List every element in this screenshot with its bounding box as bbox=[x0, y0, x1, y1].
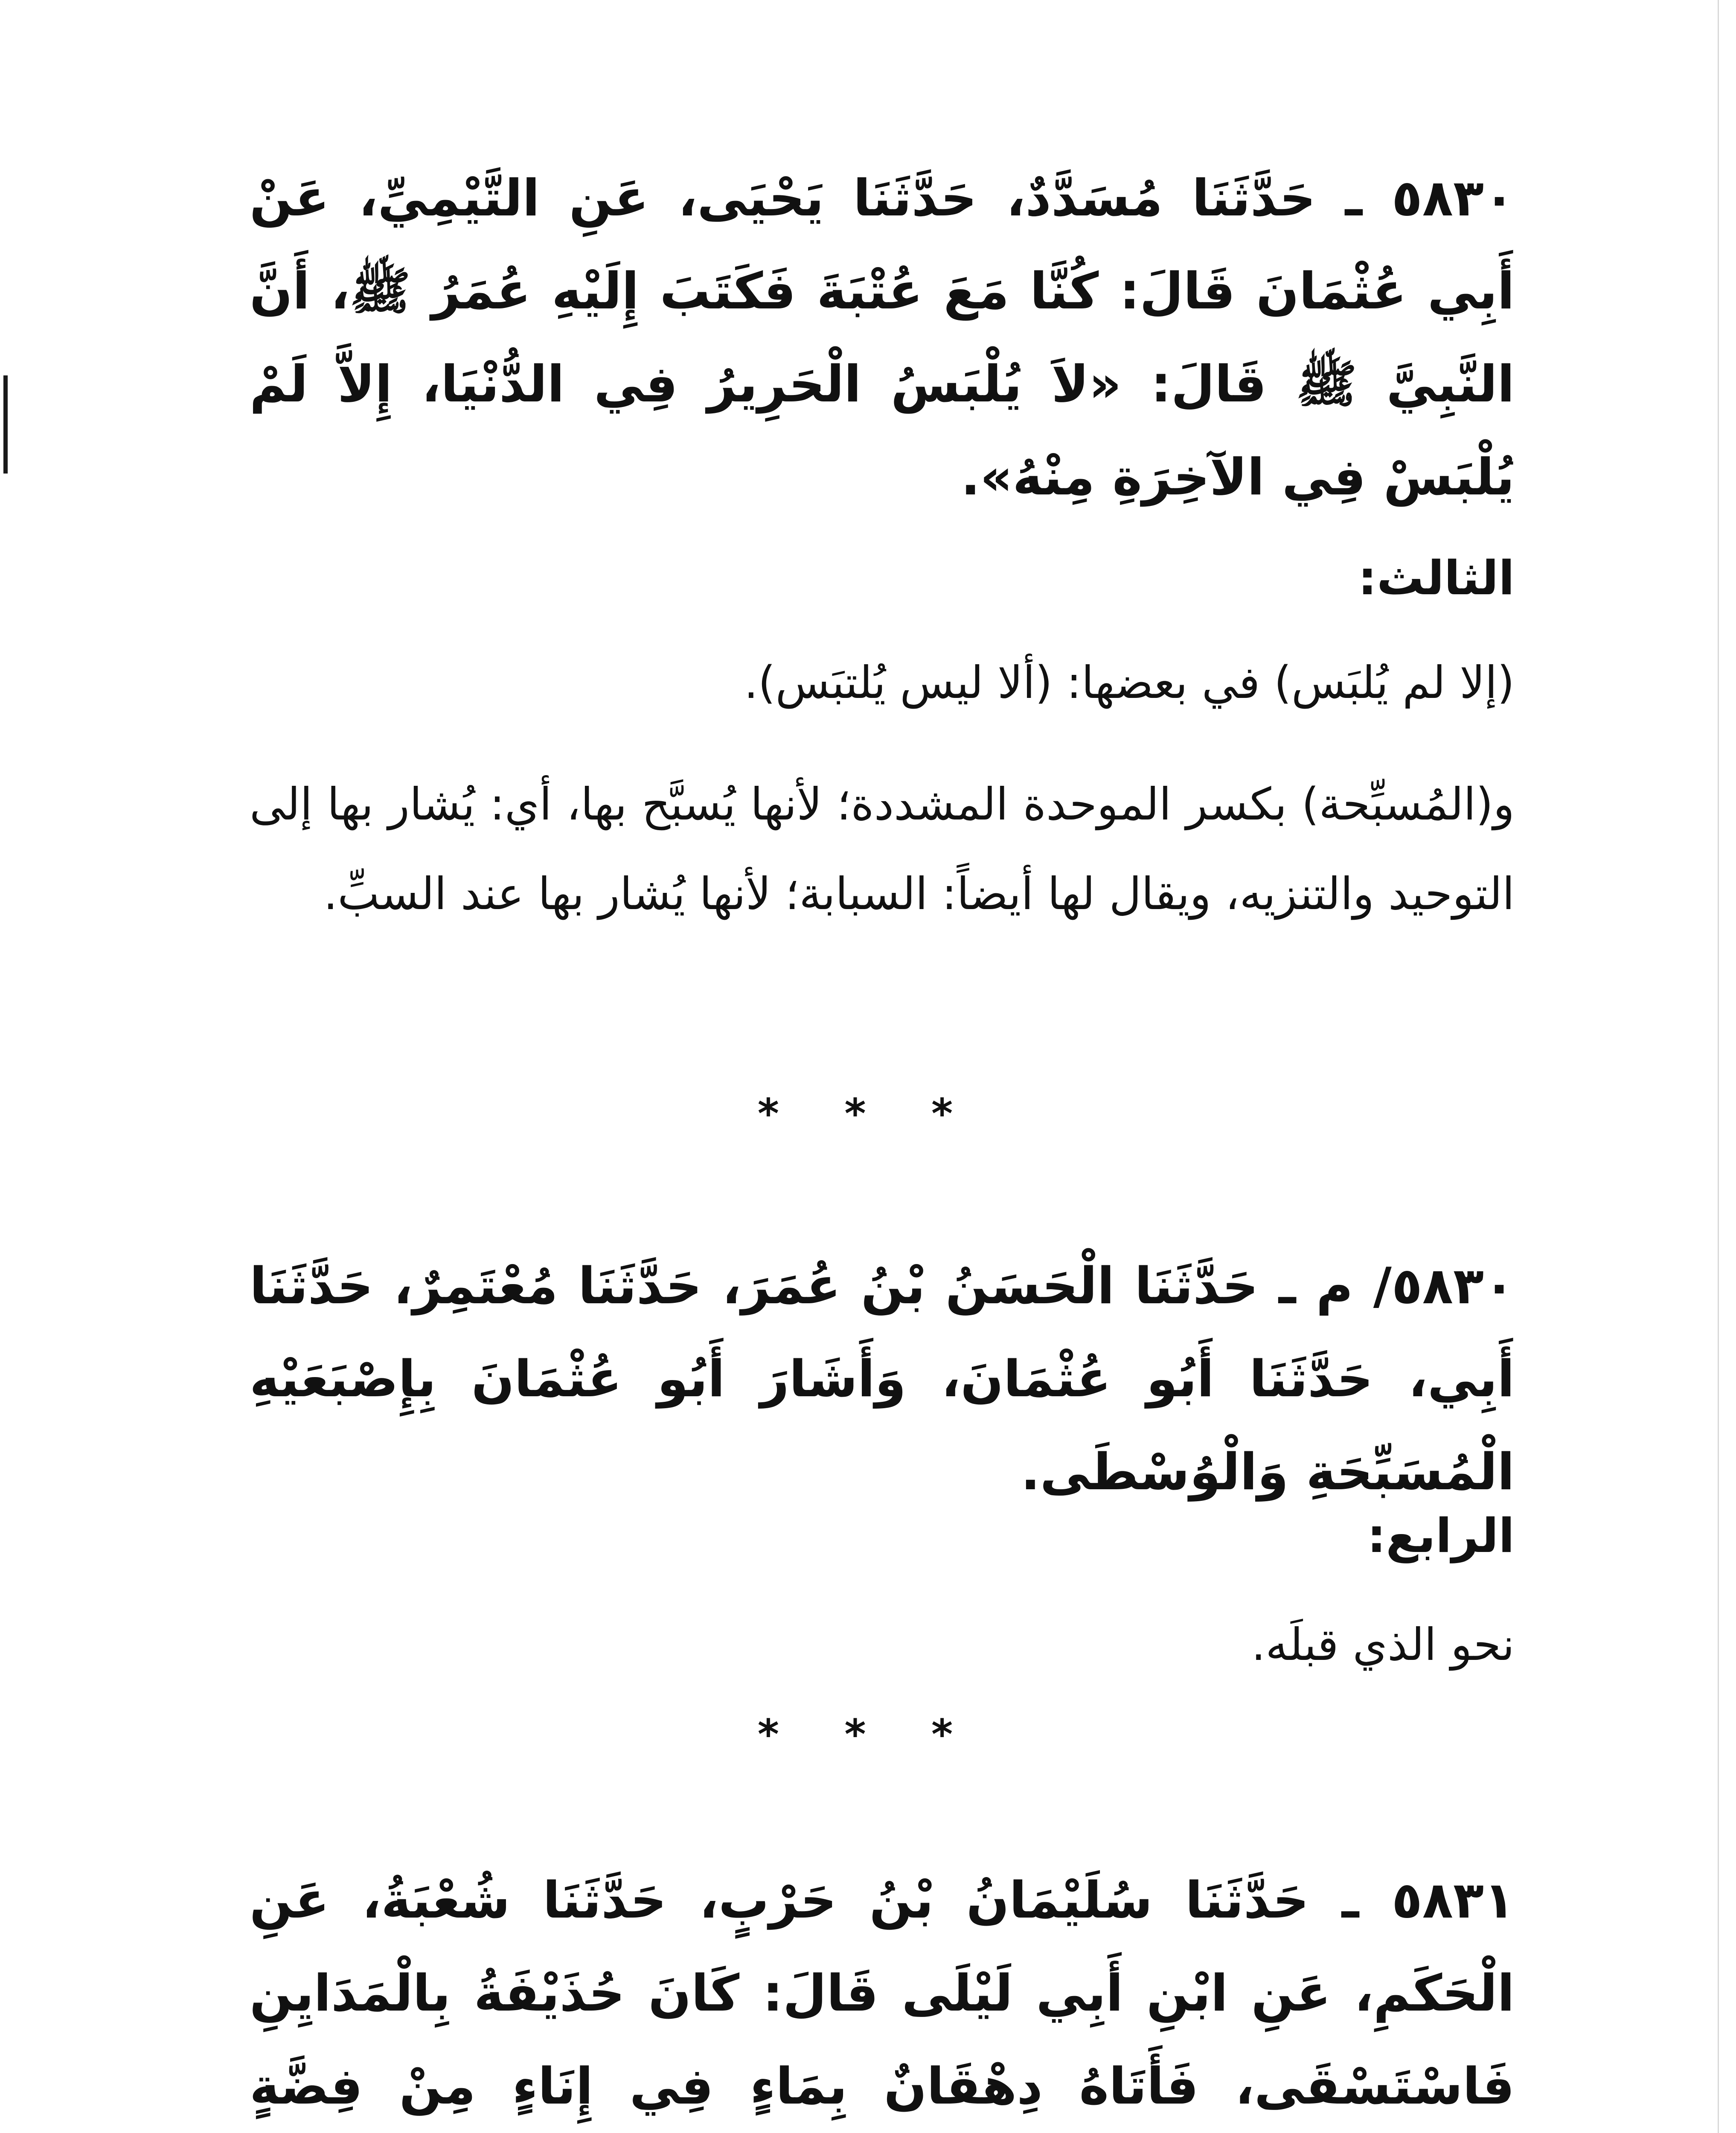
hadith-5831-block bbox=[250, 1854, 1515, 2133]
scan-edge-mark bbox=[3, 375, 8, 474]
comment-fourth-text: نحو الذي قبلَه. bbox=[1251, 1619, 1515, 1671]
hadith-5831-text: ٥٨٣١ ـ حَدَّثَنَا سُلَيْمَانُ بْنُ حَرْبٍ، حَدَّثَنَا شُعْبَةُ، عَنِ الْحَكَمِ، عَنِ ابْنِ أَبِي لَيْلَى قَالَ: كَانَ حُذَيْفَةُ بِالْمَدَايِنِ فَاسْتَسْقَى، فَأَتَاهُ دِهْقَانٌ بِمَاءٍ فِي إِنَاءٍ مِنْ فِضَّةٍ bbox=[250, 1871, 1515, 2116]
hadith-5830m-text: ٥٨٣٠/ م ـ حَدَّثَنَا الْحَسَنُ بْنُ عُمَرَ، حَدَّثَنَا مُعْتَمِرٌ، حَدَّثَنَا أَبِي، حَدَّثَنَا أَبُو عُثْمَانَ، وَأَشَارَ أَبُو عُثْمَانَ بِإِصْبَعَيْهِ الْمُسَبِّحَةِ وَالْوُسْطَى. bbox=[250, 1256, 1515, 1501]
section-heading-third bbox=[250, 535, 1515, 621]
comment-third-paragraph bbox=[250, 759, 1515, 939]
comment-fourth-line bbox=[250, 1600, 1515, 1689]
hadith-5830m-block bbox=[250, 1239, 1515, 1518]
comment-third-line bbox=[250, 638, 1515, 727]
section-divider-1: * * * bbox=[757, 1090, 979, 1138]
heading-fourth-text: الرابع: bbox=[1367, 1508, 1515, 1563]
section-heading-fourth bbox=[250, 1493, 1515, 1578]
hadith-5830-text: ٥٨٣٠ ـ حَدَّثَنَا مُسَدَّدٌ، حَدَّثَنَا يَحْيَى، عَنِ التَّيْمِيِّ، عَنْ أَبِي عُثْمَانَ قَالَ: كُنَّا مَعَ عُتْبَةَ فَكَتَبَ إِلَيْهِ عُمَرُ ﷺ، أَنَّ النَّبِيَّ ﷺ قَالَ: «لاَ يُلْبَسُ الْحَرِيرُ فِي الدُّنْيَا، إِلاَّ لَمْ يُلْبَسْ فِي الآخِرَةِ مِنْهُ». bbox=[250, 169, 1515, 506]
hadith-5830-block bbox=[250, 151, 1515, 523]
scan-edge-line bbox=[1718, 0, 1719, 2133]
section-divider-2: * * * bbox=[757, 1711, 979, 1758]
heading-third-text: الثالث: bbox=[1358, 551, 1515, 605]
comment-third-text-1: (إلا لم يُلبَس) في بعضها: (ألا ليس يُلتبَس). bbox=[744, 657, 1515, 709]
comment-third-text-2: و(المُسبِّحة) بكسر الموحدة المشددة؛ لأنها يُسبَّح بها، أي: يُشار بها إلى التوحيد والتنزيه، ويقال لها أيضاً: السبابة؛ لأنها يُشار بها عند السبِّ. bbox=[250, 778, 1515, 920]
